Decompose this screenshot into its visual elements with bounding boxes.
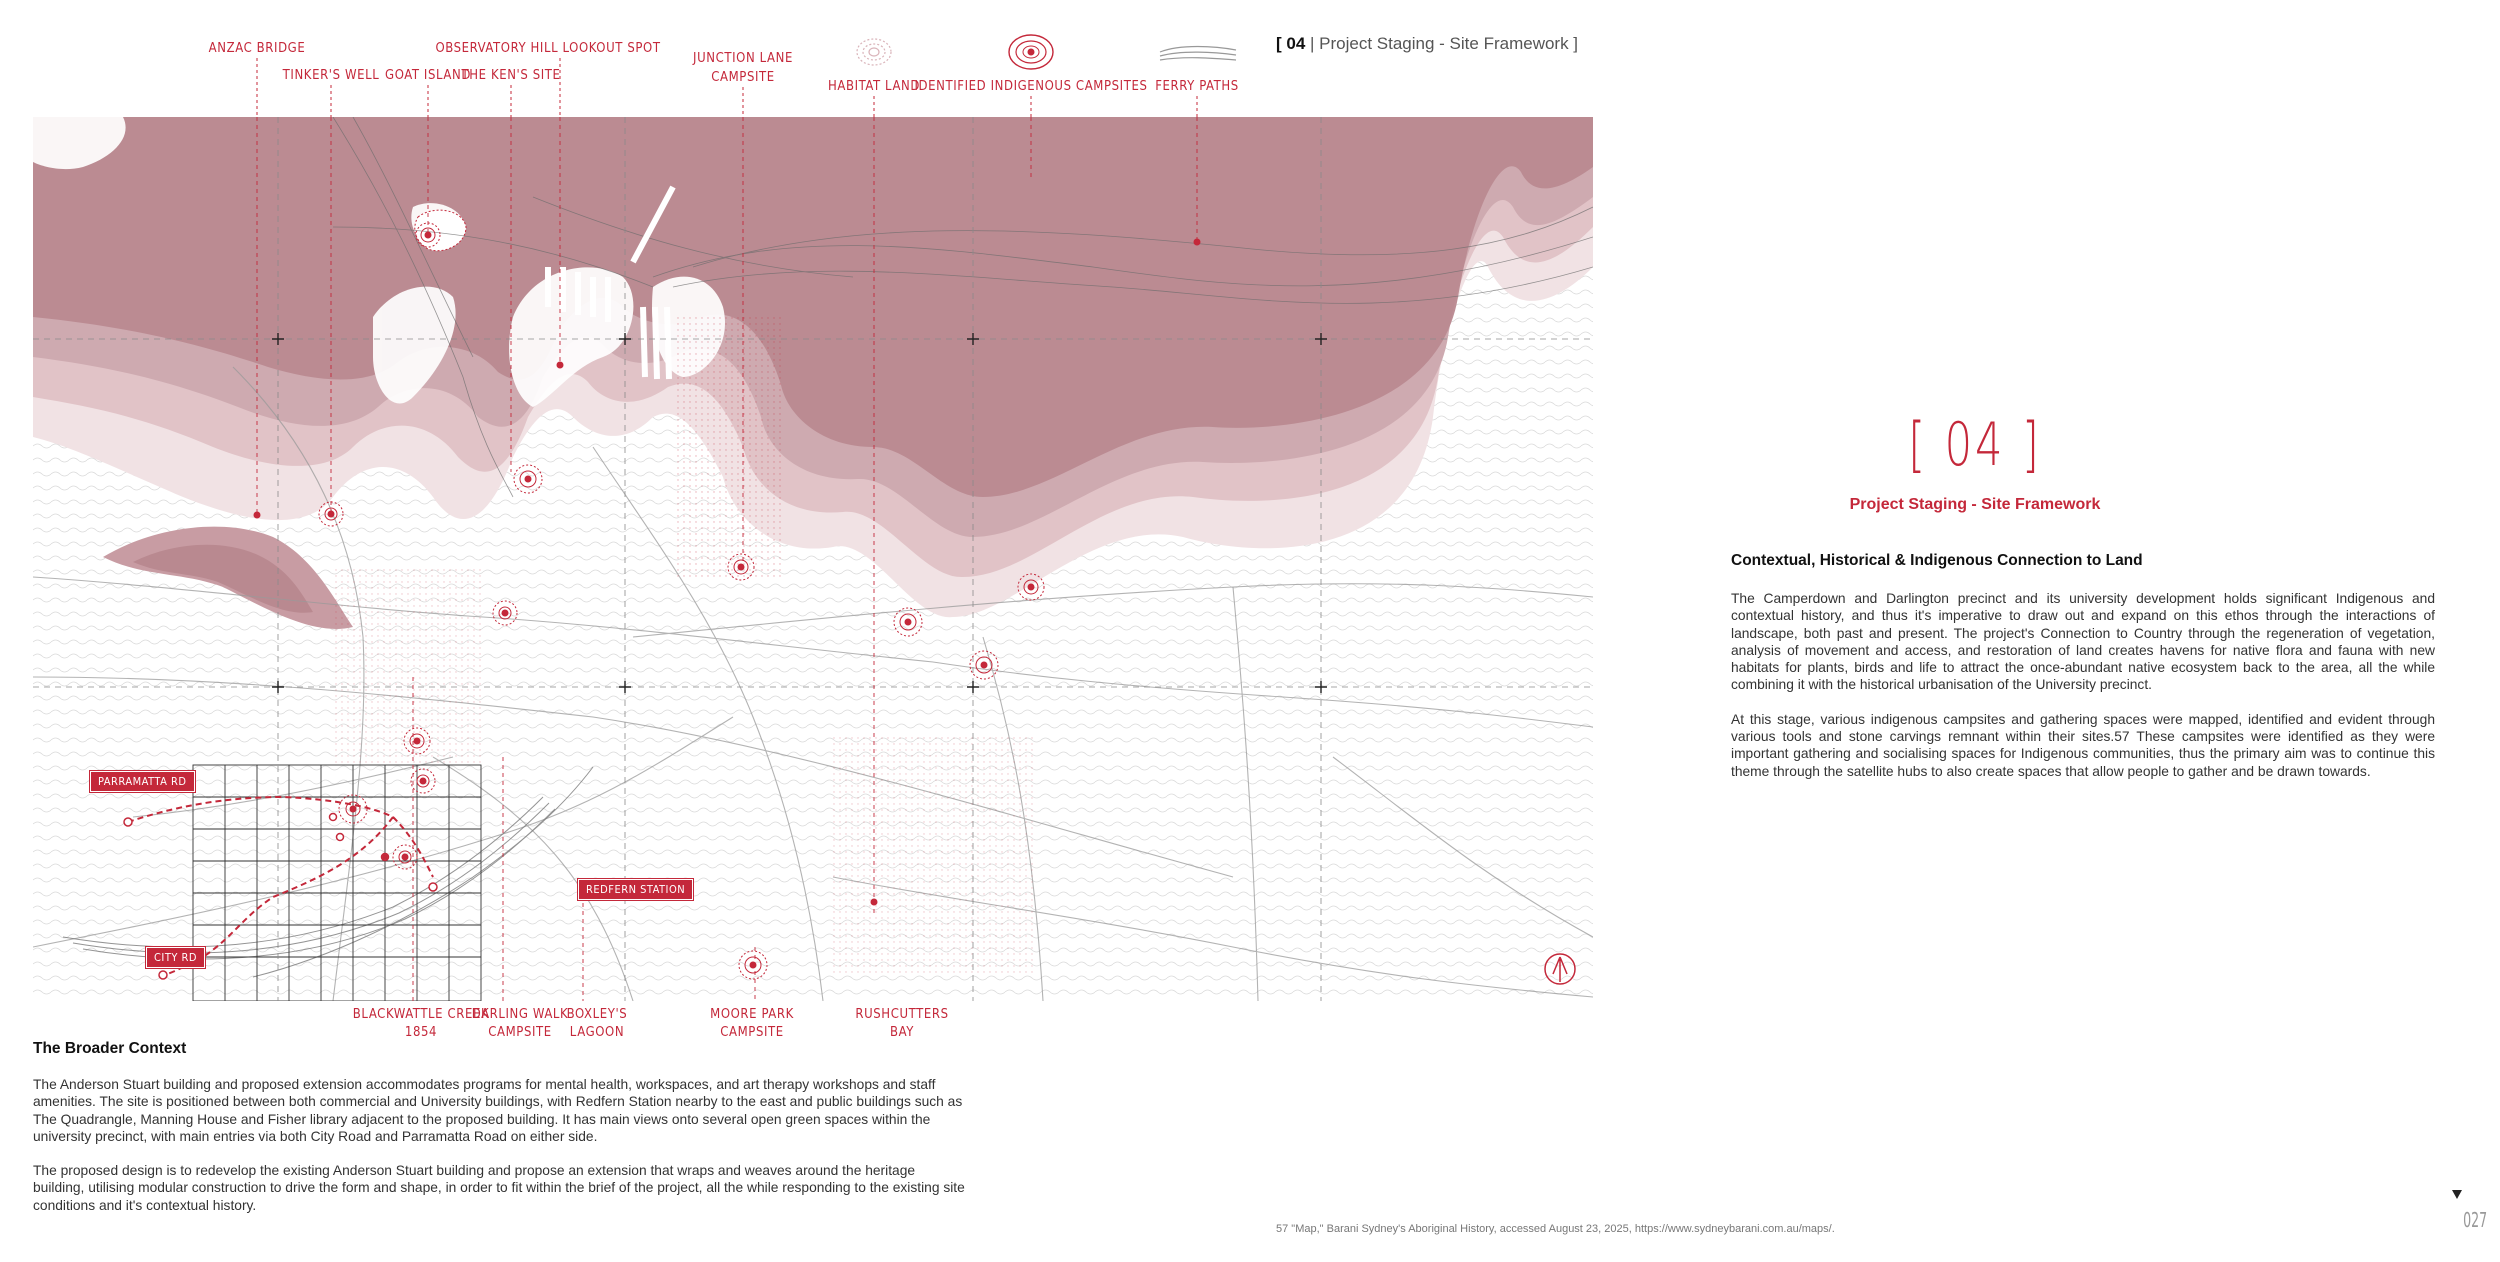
legend-leader-lines <box>0 0 1600 117</box>
tag-redfern-station: REDFERN STATION <box>578 879 693 900</box>
left-section-body <box>33 1076 969 1231</box>
habitat-dots <box>673 317 783 577</box>
footnote: 57 "Map," Barani Sydney's Aboriginal History, accessed August 23, 2025, https://www.sydneybarani.com.au/maps/. <box>1276 1223 1835 1235</box>
habitat-dots-moore-park <box>833 737 1033 977</box>
right-section-body <box>1731 590 2435 797</box>
habitat-dots-blackwattle <box>333 567 483 767</box>
tag-city-rd: CITY RD <box>146 947 205 968</box>
left-section-heading: The Broader Context <box>33 1040 187 1057</box>
header-title: | Project Staging - Site Framework ] <box>1305 34 1579 53</box>
legend-rushcutters-bay: RUSHCUTTERS BAY <box>855 1007 949 1040</box>
legend-boxleys-lagoon: BOXLEY'S LAGOON <box>566 1007 628 1040</box>
tag-parramatta-rd: PARRAMATTA RD <box>90 771 195 792</box>
north-arrow-icon <box>1543 952 1577 986</box>
ferry-paths-icon <box>1160 47 1236 61</box>
legend-kens-site: THE KEN'S SITE <box>461 68 561 83</box>
left-paragraph-2: The proposed design is to redevelop the existing Anderson Stuart building and propose an extension that wraps and weaves around the heritage building, utilising modular construction to drive the form and shape, in order to fit within the brief of the project, all the while responding to the existing site conditions and it's contextual history. <box>33 1163 965 1213</box>
legend-moore-park: MOORE PARK CAMPSITE <box>710 1007 794 1040</box>
page-marker-icon <box>2452 1190 2462 1199</box>
legend-blackwattle-creek: BLACKWATTLE CREEK 1854 <box>352 1007 490 1040</box>
site-framework-map <box>33 117 1593 1001</box>
legend-observatory-hill: OBSERVATORY HILL LOOKOUT SPOT <box>435 41 661 56</box>
chapter-title: Project Staging - Site Framework <box>1849 496 2101 513</box>
legend-goat-island: GOAT ISLAND <box>385 68 471 83</box>
right-paragraph-1: The Camperdown and Darlington precinct and its university development holds significant Indigenous and contextual history, and thus it's imperative to draw out and expand on this ethos through the interactions of landscape, both past and present. The project's Connection to Country through the regeneration of vegetation, analysis of movement and access, and restoration of land creates havens for native flora and fauna with new habitats for plants, birds and life to attract the once-abundant native ecosystem back to the area, all the while combining it with the historical urbanisation of the University precinct. <box>1731 591 2435 693</box>
page-number: 027 <box>2463 1208 2488 1232</box>
legend-junction-lane: JUNCTION LANE <box>693 51 793 66</box>
habitat-land-icon <box>857 39 891 65</box>
right-section-heading: Contextual, Historical & Indigenous Connection to Land <box>1731 552 2143 569</box>
chapter-number: [ 04 ] <box>1908 410 2042 480</box>
legend-ferry-paths: FERRY PATHS <box>1155 79 1239 94</box>
legend-anzac-bridge: ANZAC BRIDGE <box>208 41 306 56</box>
header-number: [ 04 <box>1276 34 1306 53</box>
right-paragraph-2: At this stage, various indigenous campsites and gathering spaces were mapped, identified and evident through various tools and stone carvings remnant within their sites.57 These campsites were identified as they were important gathering and socialising spaces for Indigenous communities, thus the primary aim was to continue this theme through the satellite hubs to also create spaces that allow people to gather and be drawn towards. <box>1731 711 2435 779</box>
legend-junction-campsite: CAMPSITE <box>711 70 775 85</box>
indigenous-campsite-icon <box>1009 35 1053 69</box>
legend-indigenous-campsites: IDENTIFIED INDIGENOUS CAMPSITES <box>914 79 1148 94</box>
left-paragraph-1: The Anderson Stuart building and proposed extension accommodates programs for mental health, workspaces, and art therapy workshops and staff amenities. The site is positioned between both commercial and University buildings, with Redfern Station nearby to the east and public buildings such as The Quadrangle, Manning House and Fisher library adjacent to the proposed building. It has main views onto several open green spaces within the university precinct, with main entries via both City Road and Parramatta Road on either side. <box>33 1077 963 1144</box>
legend-darling-walk: DARLING WALK CAMPSITE <box>471 1007 569 1040</box>
legend-habitat-land: HABITAT LAND <box>827 79 921 94</box>
legend-tinkers-well: TINKER'S WELL <box>282 68 380 83</box>
